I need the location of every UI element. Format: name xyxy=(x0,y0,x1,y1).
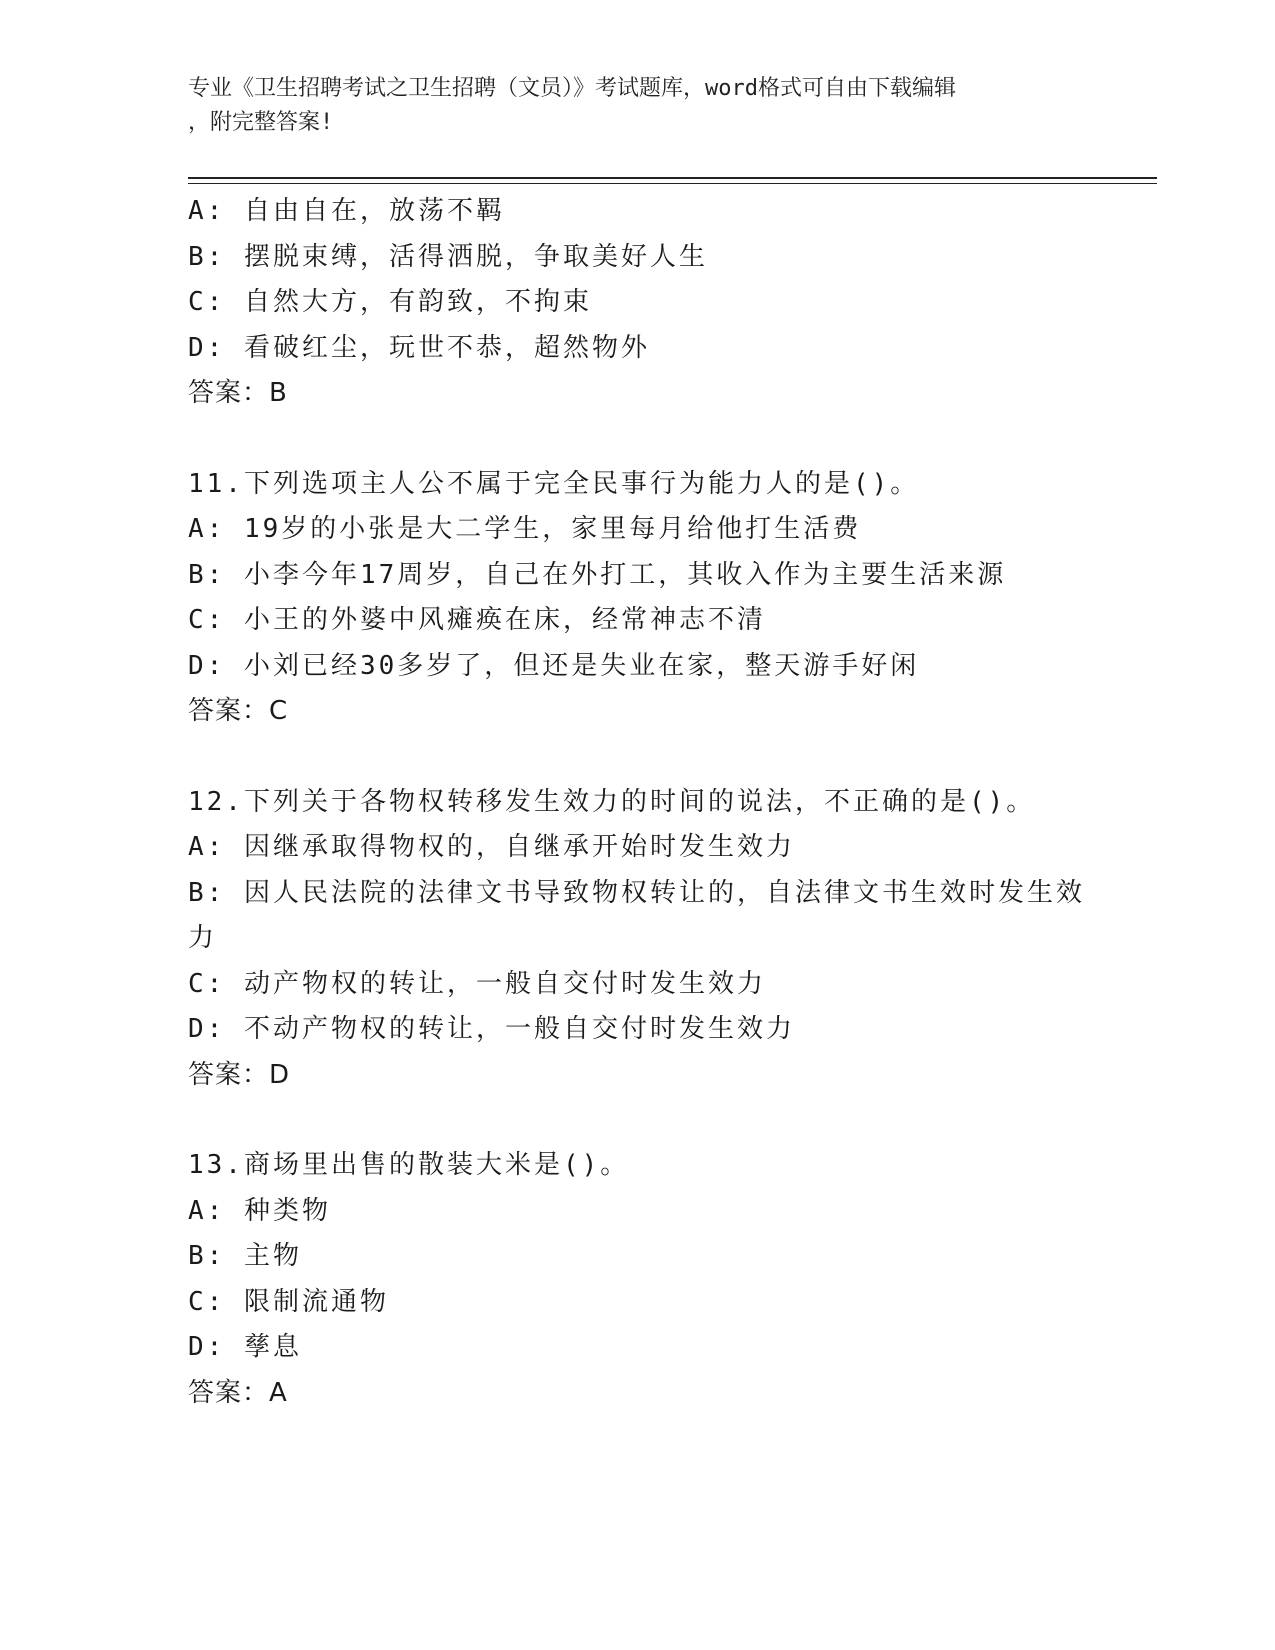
option-d: D: 孳息 xyxy=(188,1332,302,1362)
answer: 答案：D xyxy=(188,1059,291,1090)
option-c: C: 小王的外婆中风瘫痪在床，经常神志不清 xyxy=(188,605,766,635)
question-text: 11.下列选项主人公不属于完全民事行为能力人的是()。 xyxy=(188,468,920,499)
answer: 答案：A xyxy=(188,1377,288,1408)
question-13 xyxy=(188,1143,1088,1416)
document-header xyxy=(188,72,1088,140)
option-c: C: 动产物权的转让，一般自交付时发生效力 xyxy=(188,968,766,999)
header-rule-thick xyxy=(188,177,1157,179)
option-b: B: 因人民法院的法律文书导致物权转让的，自法律文书生效时发生效力 xyxy=(188,877,1085,953)
option-a: A: 自由自在，放荡不羁 xyxy=(188,196,505,226)
question-text: 13.商场里出售的散装大米是()。 xyxy=(188,1150,630,1180)
question-11 xyxy=(188,462,1088,735)
header-line-1: 专业《卫生招聘考试之卫生招聘（文员）》考试题库，word格式可自由下载编辑 xyxy=(188,76,956,101)
question-10 xyxy=(188,189,1088,417)
question-list xyxy=(188,189,1088,1416)
option-b: B: 摆脱束缚，活得洒脱，争取美好人生 xyxy=(188,241,708,272)
option-d: D: 小刘已经30多岁了，但还是失业在家，整天游手好闲 xyxy=(188,650,920,681)
option-b: B: 主物 xyxy=(188,1241,302,1271)
option-a: A: 因继承取得物权的，自继承开始时发生效力 xyxy=(188,832,795,862)
header-rule-thin xyxy=(188,183,1157,184)
answer: 答案：B xyxy=(188,378,288,408)
option-b: B: 小李今年17周岁，自己在外打工，其收入作为主要生活来源 xyxy=(188,559,1007,590)
question-text: 12.下列关于各物权转移发生效力的时间的说法，不正确的是()。 xyxy=(188,786,1036,817)
question-12 xyxy=(188,780,1088,1099)
option-a: A: 种类物 xyxy=(188,1195,331,1226)
option-c: C: 限制流通物 xyxy=(188,1286,389,1317)
answer: 答案：C xyxy=(188,696,289,726)
option-c: C: 自然大方，有韵致，不拘束 xyxy=(188,287,592,317)
option-a: A: 19岁的小张是大二学生，家里每月给他打生活费 xyxy=(188,514,862,544)
option-d: D: 看破红尘，玩世不恭，超然物外 xyxy=(188,332,650,363)
header-line-2: ，附完整答案! xyxy=(188,110,334,135)
option-d: D: 不动产物权的转让，一般自交付时发生效力 xyxy=(188,1014,795,1044)
